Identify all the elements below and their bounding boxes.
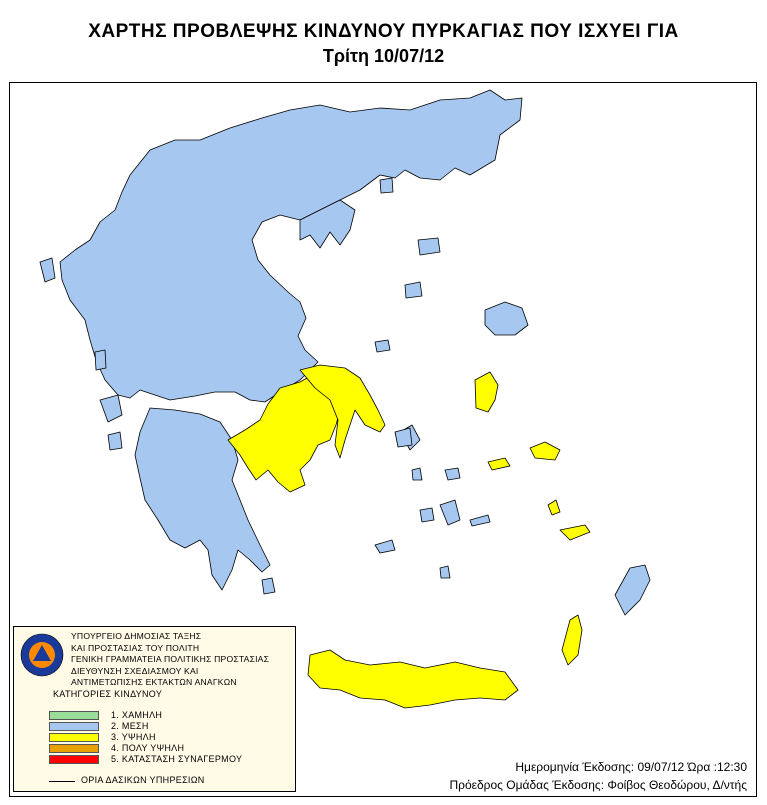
ikaria-region xyxy=(488,458,510,470)
legend-swatch-low xyxy=(49,711,99,720)
karpathos-region xyxy=(562,615,582,665)
legend-label-alarm: 5. ΚΑΤΑΣΤΑΣΗ ΣΥΝΑΓΕΡΜΟΥ xyxy=(111,754,243,764)
boundary-label: ΟΡΙΑ ΔΑΣΙΚΩΝ ΥΠΗΡΕΣΙΩΝ xyxy=(81,775,205,785)
samos-region xyxy=(530,442,560,460)
categories-title: ΚΑΤΗΓΟΡΙΕΣ ΚΙΝΔΥΝΟΥ xyxy=(53,689,163,699)
legend-label-high: 3. ΥΨΗΛΗ xyxy=(111,732,156,742)
syros-region xyxy=(412,468,422,480)
mainland-north-region xyxy=(60,90,522,402)
legend-row-very-high xyxy=(49,744,279,754)
kos-region xyxy=(560,525,590,540)
legend-swatch-alarm xyxy=(49,755,99,764)
agency-text xyxy=(71,631,269,689)
legend-panel xyxy=(13,626,296,792)
map-title: ΧΑΡΤΗΣ ΠΡΟΒΛΕΨΗΣ ΚΙΝΔΥΝΟΥ ΠΥΡΚΑΓΙΑΣ ΠΟΥ ΙΣΧΥΕΙ ΓΙΑ xyxy=(88,21,679,42)
agency-line: ΚΑΙ ΠΡΟΣΤΑΣΙΑΣ ΤΟΥ ΠΟΛΙΤΗ xyxy=(71,642,200,653)
skiathos-region xyxy=(375,340,390,352)
rhodes-region xyxy=(615,565,650,615)
agency-line: ΑΝΤΙΜΕΤΩΠΙΣΗΣ ΕΚΤΑΚΤΩΝ ΑΝΑΓΚΩΝ xyxy=(71,677,237,688)
kefalonia-region xyxy=(100,395,122,422)
legend-label-low: 1. ΧΑΜΗΛΗ xyxy=(111,710,163,720)
zakynthos-region xyxy=(108,432,122,450)
agency-line: ΓΕΝΙΚΗ ΓΡΑΜΜΑΤΕΙΑ ΠΟΛΙΤΙΚΗΣ ΠΡΟΣΤΑΣΙΑΣ xyxy=(71,654,270,665)
legend-swatch-very-high xyxy=(49,744,99,753)
samothraki-region xyxy=(418,238,440,255)
corfu-region xyxy=(40,258,55,282)
santorini-region xyxy=(440,566,450,578)
legend-row-alarm xyxy=(49,755,279,765)
legend-row-high xyxy=(49,733,279,743)
legend-row-low xyxy=(49,711,279,721)
lesvos-region xyxy=(485,302,528,335)
crete-region xyxy=(308,650,518,708)
issue-chair: Πρόεδρος Ομάδας Έκδοσης: Φοίβος Θεοδώρου, Δ/ντής xyxy=(449,778,747,792)
kythira-region xyxy=(262,578,275,594)
chios-region xyxy=(475,372,498,412)
legend-label-very-high: 4. ΠΟΛΥ ΥΨΗΛΗ xyxy=(111,743,185,753)
lefkada-region xyxy=(95,350,106,370)
issue-date: Ημερομηνία Έκδοσης: 09/07/12 Ώρα :12:30 xyxy=(515,760,747,774)
legend-swatch-high xyxy=(49,733,99,742)
map-date: Τρίτη 10/07/12 xyxy=(322,46,445,66)
naxos-region xyxy=(440,500,460,525)
kalymnos-region xyxy=(548,500,560,515)
mykonos-region xyxy=(445,468,460,480)
legend-swatch-medium xyxy=(49,722,99,731)
agency-line: ΥΠΟΥΡΓΕΙΟ ΔΗΜΟΣΙΑΣ ΤΑΞΗΣ xyxy=(71,631,202,641)
skyros-region xyxy=(395,428,412,447)
boundary-line-sample xyxy=(49,781,75,782)
thassos-region xyxy=(380,178,393,193)
civil-protection-logo xyxy=(20,633,64,677)
legend-label-medium: 2. ΜΕΣΗ xyxy=(111,721,149,731)
amorgos-region xyxy=(470,515,490,526)
agency-line: ΔΙΕΥΘΥΝΣΗ ΣΧΕΔΙΑΣΜΟΥ ΚΑΙ xyxy=(71,665,199,676)
milos-region xyxy=(375,540,395,553)
legend-row-medium xyxy=(49,722,279,732)
paros-region xyxy=(420,508,434,522)
limnos-region xyxy=(405,282,422,298)
